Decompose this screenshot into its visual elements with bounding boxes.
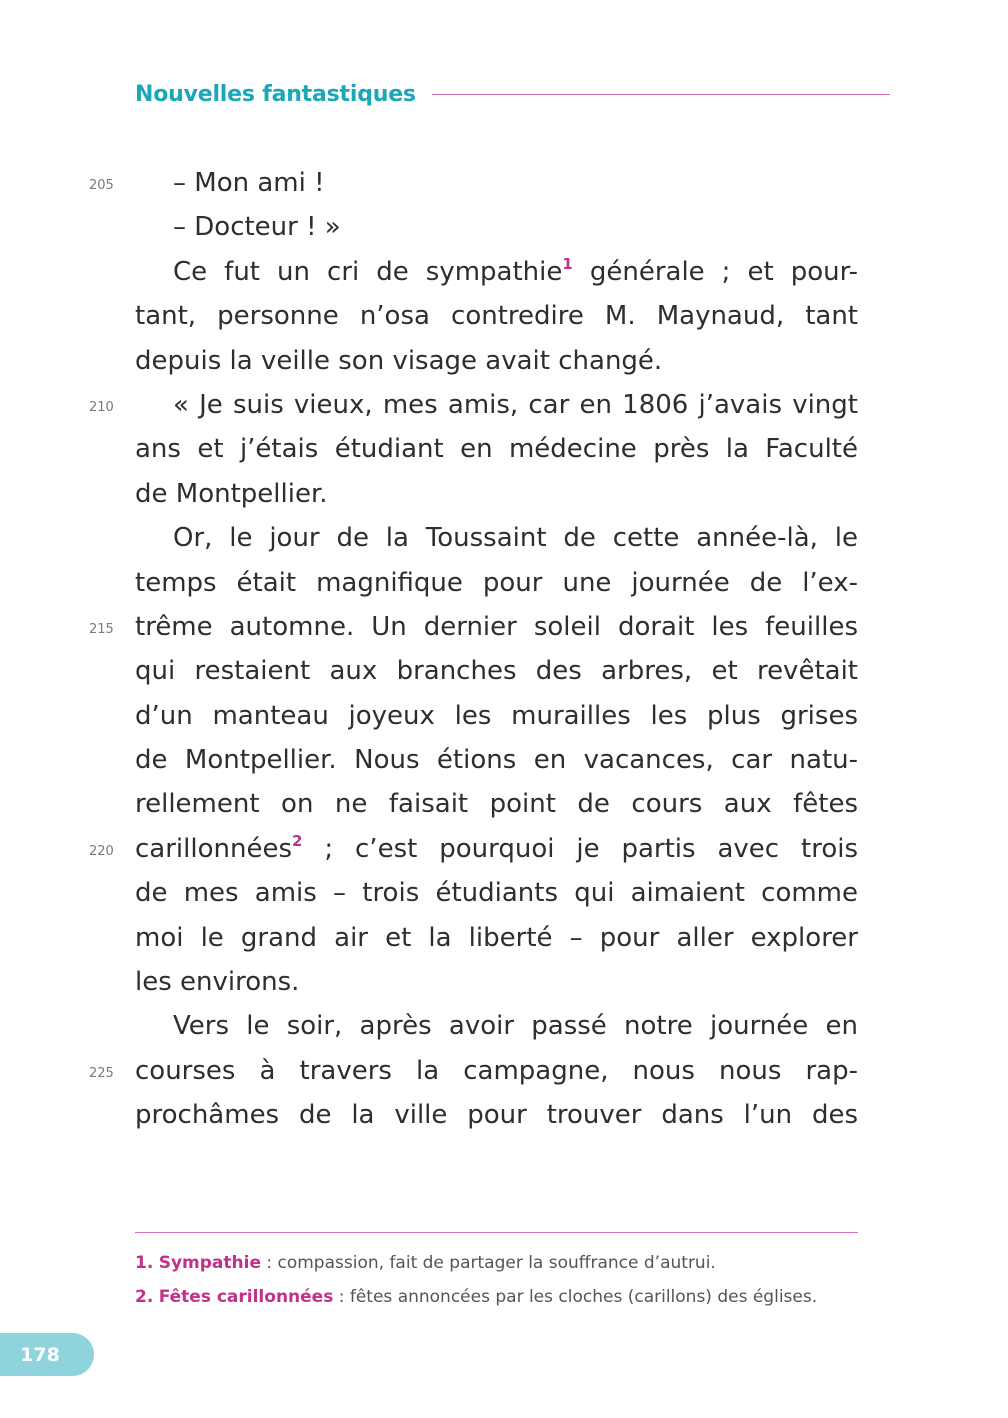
text-line [135, 205, 858, 249]
line-text: « Je suis vieux, mes amis, car en 1806 j’avais vingt [173, 389, 858, 420]
page-number-tab [0, 1333, 94, 1376]
line-text-part: Ce fut un cri de sympathie [173, 256, 563, 287]
line-text: Vers le soir, après avoir passé notre journée en [173, 1011, 858, 1042]
footnote-ref-2[interactable]: 2 [292, 831, 303, 850]
footnote [135, 1246, 895, 1280]
footnote-definition: : fêtes annoncées par les cloches (carillons) des églises. [333, 1287, 818, 1307]
line-number: 220 [89, 843, 114, 859]
text-line [89, 161, 858, 205]
footnotes [135, 1246, 895, 1314]
text-line [135, 1004, 858, 1048]
text-line [135, 916, 858, 960]
text-line [135, 694, 858, 738]
line-text-part: ; c’est pourquoi je partis avec trois [302, 833, 858, 864]
line-text: – Docteur ! » [173, 212, 341, 243]
text-line [135, 339, 858, 383]
line-text: de mes amis – trois étudiants qui aimaient comme [135, 878, 858, 909]
text-line [89, 1049, 858, 1093]
line-number: 215 [89, 621, 114, 637]
text-line [135, 960, 858, 1004]
text-line [135, 427, 858, 471]
footnote-definition: : compassion, fait de partager la souffrance d’autrui. [260, 1253, 716, 1273]
line-text [173, 254, 858, 287]
line-number: 205 [89, 178, 114, 193]
line-text-part: générale ; et pour- [572, 256, 858, 287]
line-text: les environs. [135, 967, 300, 998]
line-text: ans et j’étais étudiant en médecine près la Faculté [135, 434, 858, 465]
text-line [89, 827, 858, 871]
line-text: qui restaient aux branches des arbres, et revêtait [135, 656, 858, 687]
line-text: trême automne. Un dernier soleil dorait les feuilles [135, 611, 858, 642]
footnote-rule [135, 1232, 858, 1233]
line-text: d’un manteau joyeux les murailles les plus grises [135, 700, 858, 731]
line-text: de Montpellier. Nous étions en vacances, car natu- [135, 745, 858, 776]
page-number: 178 [20, 1343, 60, 1366]
line-text: de Montpellier. [135, 478, 328, 509]
text-line [135, 1093, 858, 1137]
text-line [89, 383, 858, 427]
line-number: 225 [89, 1065, 114, 1081]
text-line [135, 649, 858, 693]
text-line [89, 605, 858, 649]
footnote-ref-1[interactable]: 1 [562, 254, 573, 273]
line-text: moi le grand air et la liberté – pour aller explorer [135, 922, 858, 953]
line-text: tant, personne n’osa contredire M. Maynaud, tant [135, 301, 858, 332]
line-text: Or, le jour de la Toussaint de cette année-là, le [173, 523, 858, 554]
line-number: 210 [89, 399, 114, 415]
footnote-term: Fêtes carillonnées [158, 1287, 334, 1307]
line-text: depuis la veille son visage avait changé. [135, 345, 663, 376]
text-line [135, 738, 858, 782]
text-line [135, 561, 858, 605]
text-line [135, 472, 858, 516]
footnote-number: 2. [135, 1287, 154, 1307]
body-text [89, 161, 858, 1138]
text-line [135, 782, 858, 826]
text-line [135, 294, 858, 338]
line-text [135, 831, 858, 864]
header-rule [432, 94, 890, 95]
footnote-term: Sympathie [158, 1253, 261, 1273]
line-text: rellement on ne faisait point de cours aux fêtes [135, 789, 858, 820]
running-header [135, 78, 890, 110]
line-text: courses à travers la campagne, nous nous rap- [135, 1055, 858, 1086]
text-line [135, 516, 858, 560]
line-text: prochâmes de la ville pour trouver dans l’un des [135, 1100, 858, 1131]
section-title: Nouvelles fantastiques [135, 81, 416, 107]
footnote-number: 1. [135, 1253, 154, 1273]
text-line [135, 250, 858, 294]
line-text: temps était magnifique pour une journée de l’ex- [135, 567, 858, 598]
line-text: – Mon ami ! [173, 168, 325, 198]
footnote [135, 1280, 895, 1314]
text-line [135, 871, 858, 915]
line-text-part: carillonnées [135, 833, 292, 864]
